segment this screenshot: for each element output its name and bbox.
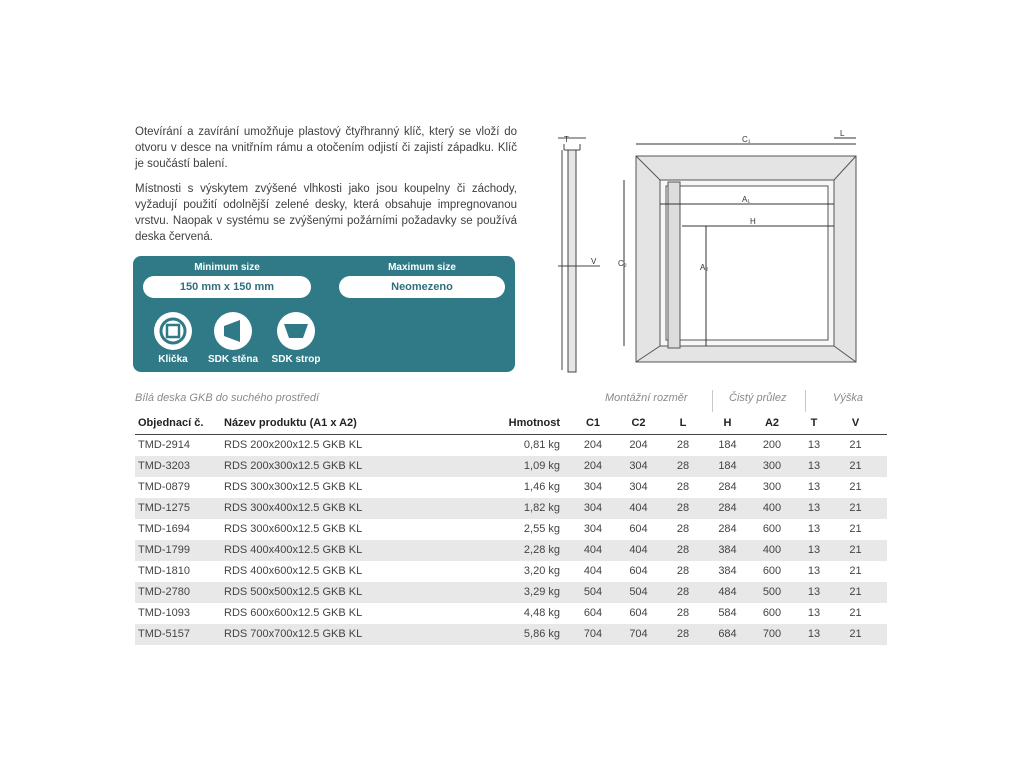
table-cell: TMD-0879 xyxy=(138,481,190,493)
table-cell: 1,82 kg xyxy=(523,502,560,514)
table-cell: 300 xyxy=(762,481,782,493)
table-cell: 684 xyxy=(718,628,737,640)
table-row xyxy=(135,435,887,456)
icon-caption-sdk-strop: SDK strop xyxy=(271,354,321,365)
col-header: A2 xyxy=(764,417,780,429)
col-header: C2 xyxy=(631,417,646,429)
table-body xyxy=(135,435,887,645)
table-header xyxy=(135,412,887,435)
table-cell: 200 xyxy=(762,439,782,451)
table-cell: 400 xyxy=(762,544,782,556)
table-caption: Bílá deska GKB do suchého prostředí xyxy=(135,392,320,404)
table-row xyxy=(135,498,887,519)
table-cell: 13 xyxy=(807,481,821,493)
table-cell: TMD-1275 xyxy=(138,502,190,514)
col-header: H xyxy=(723,417,732,429)
table-cell: 400 xyxy=(762,502,782,514)
table-cell: 484 xyxy=(718,586,737,598)
table-cell: 604 xyxy=(629,565,648,577)
table-cell: 704 xyxy=(629,628,648,640)
table-cell: 404 xyxy=(629,502,648,514)
table-cell: 504 xyxy=(583,586,603,598)
table-cell: 304 xyxy=(629,460,648,472)
table-cell: 21 xyxy=(849,607,862,619)
group-montazni-rozmer: Montážní rozměr xyxy=(605,392,688,404)
table-cell: 21 xyxy=(849,628,862,640)
col-header: L xyxy=(679,417,687,429)
table-cell: RDS 300x300x12.5 GKB KL xyxy=(224,481,363,493)
table-cell: 13 xyxy=(807,439,821,451)
table-row xyxy=(135,624,887,645)
table-cell: 3,29 kg xyxy=(523,586,560,598)
table-row xyxy=(135,561,887,582)
label-h: H xyxy=(750,217,756,226)
table-cell: 404 xyxy=(629,544,648,556)
table-cell: TMD-1799 xyxy=(138,544,190,556)
table-cell: 300 xyxy=(762,460,782,472)
table-cell: 28 xyxy=(676,586,690,598)
intro-text xyxy=(135,124,517,254)
table-cell: 5,86 kg xyxy=(523,628,560,640)
table-cell: TMD-1810 xyxy=(138,565,190,577)
table-cell: 604 xyxy=(629,607,648,619)
group-cisty-prulez: Čistý průlez xyxy=(729,392,787,404)
table-cell: RDS 600x600x12.5 GKB KL xyxy=(224,607,363,619)
table-cell: TMD-5157 xyxy=(138,628,190,640)
table-cell: 13 xyxy=(807,460,821,472)
table-cell: 28 xyxy=(676,502,690,514)
table-cell: 384 xyxy=(718,544,737,556)
table-cell: 284 xyxy=(718,502,737,514)
table-cell: TMD-1694 xyxy=(138,523,190,535)
table-cell: TMD-3203 xyxy=(138,460,190,472)
table-cell: RDS 300x600x12.5 GKB KL xyxy=(224,523,363,535)
table-cell: 304 xyxy=(583,481,603,493)
wall-icon xyxy=(214,312,252,350)
table-cell: 204 xyxy=(583,460,603,472)
table-cell: 404 xyxy=(583,565,603,577)
table-cell: 700 xyxy=(762,628,782,640)
label-c2: C₂ xyxy=(618,259,627,268)
table-cell: 600 xyxy=(762,607,782,619)
min-size-label: Minimum size xyxy=(194,262,260,273)
label-t: T xyxy=(564,135,569,144)
table-cell: 1,09 kg xyxy=(523,460,560,472)
table-cell: RDS 400x400x12.5 GKB KL xyxy=(224,544,363,556)
table-cell: 604 xyxy=(583,607,603,619)
table-row xyxy=(135,603,887,624)
table-cell: RDS 700x700x12.5 GKB KL xyxy=(224,628,363,640)
table-cell: 3,20 kg xyxy=(523,565,560,577)
table-cell: RDS 400x600x12.5 GKB KL xyxy=(224,565,363,577)
table-cell: 204 xyxy=(629,439,648,451)
table-cell: 600 xyxy=(762,565,782,577)
table-cell: 284 xyxy=(718,523,737,535)
col-header: C1 xyxy=(585,417,601,429)
table-cell: 21 xyxy=(849,439,862,451)
table-cell: 4,48 kg xyxy=(523,607,560,619)
label-a1: A₁ xyxy=(742,195,751,204)
table-cell: 304 xyxy=(583,502,603,514)
table-cell: 500 xyxy=(762,586,782,598)
table-cell: RDS 300x400x12.5 GKB KL xyxy=(224,502,363,514)
max-size-label: Maximum size xyxy=(388,262,456,273)
table-cell: TMD-1093 xyxy=(138,607,190,619)
table-cell: 28 xyxy=(676,523,690,535)
table-cell: 13 xyxy=(807,565,821,577)
table-cell: 28 xyxy=(676,460,690,472)
table-cell: 21 xyxy=(849,586,862,598)
col-header: V xyxy=(851,417,860,429)
ceiling-icon xyxy=(277,312,315,350)
product-table xyxy=(135,390,887,645)
table-cell: RDS 500x500x12.5 GKB KL xyxy=(224,586,363,598)
col-header: Objednací č. xyxy=(138,417,204,429)
label-a2: A₂ xyxy=(700,263,709,272)
table-row xyxy=(135,540,887,561)
table-cell: 584 xyxy=(718,607,737,619)
table-cell: RDS 200x300x12.5 GKB KL xyxy=(224,460,363,472)
table-cell: 13 xyxy=(807,523,821,535)
table-row xyxy=(135,519,887,540)
col-header: Hmotnost xyxy=(508,417,560,429)
col-header: T xyxy=(810,417,818,429)
table-cell: 13 xyxy=(807,607,821,619)
table-cell: 304 xyxy=(629,481,648,493)
table-cell: 504 xyxy=(629,586,648,598)
table-group-header xyxy=(135,390,887,412)
table-cell: 21 xyxy=(849,481,862,493)
table-cell: 21 xyxy=(849,523,862,535)
table-cell: 0,81 kg xyxy=(523,439,560,451)
table-cell: 284 xyxy=(718,481,737,493)
side-profile xyxy=(558,138,600,372)
table-cell: 28 xyxy=(676,628,690,640)
table-cell: 28 xyxy=(676,439,690,451)
table-cell: 13 xyxy=(807,628,821,640)
size-panel xyxy=(133,256,515,372)
table-cell: 600 xyxy=(762,523,782,535)
table-cell: 28 xyxy=(676,607,690,619)
table-cell: 184 xyxy=(718,439,737,451)
table-cell: 404 xyxy=(583,544,603,556)
front-view xyxy=(636,156,856,362)
table-cell: 2,28 kg xyxy=(523,544,560,556)
table-cell: 21 xyxy=(849,544,862,556)
table-row xyxy=(135,582,887,603)
table-cell: 28 xyxy=(676,544,690,556)
group-vyska: Výška xyxy=(833,392,863,404)
table-cell: 21 xyxy=(849,502,862,514)
table-cell: 28 xyxy=(676,481,690,493)
col-header: Název produktu (A1 x A2) xyxy=(224,417,357,429)
table-cell: 604 xyxy=(629,523,648,535)
max-size-value: Neomezeno xyxy=(339,276,505,298)
table-cell: 1,46 kg xyxy=(523,481,560,493)
technical-drawing xyxy=(540,130,870,375)
table-cell: 21 xyxy=(849,565,862,577)
table-cell: 2,55 kg xyxy=(523,523,560,535)
table-cell: 704 xyxy=(583,628,603,640)
table-cell: 304 xyxy=(583,523,603,535)
table-cell: 13 xyxy=(807,502,821,514)
table-cell: 13 xyxy=(807,586,821,598)
label-v: V xyxy=(591,257,597,266)
table-cell: 28 xyxy=(676,565,690,577)
table-cell: RDS 200x200x12.5 GKB KL xyxy=(224,439,363,451)
table-cell: TMD-2914 xyxy=(138,439,190,451)
icon-caption-klicka: Klička xyxy=(158,354,188,365)
icon-caption-sdk-stena: SDK stěna xyxy=(207,354,258,365)
table-cell: 204 xyxy=(583,439,603,451)
min-size-value: 150 mm x 150 mm xyxy=(143,276,311,298)
intro-paragraph-1: Otevírání a zavírání umožňuje plastový čtyřhranný klíč, který se vloží do otvoru v desce na vnitřním rámu a otočením odjistí či zajistí západku. Klíč je součástí balení. xyxy=(135,126,517,170)
table-cell: 384 xyxy=(718,565,737,577)
table-row xyxy=(135,477,887,498)
table-cell: 184 xyxy=(718,460,737,472)
label-l: L xyxy=(840,130,845,138)
table-cell: 21 xyxy=(849,460,862,472)
table-cell: 13 xyxy=(807,544,821,556)
table-cell: TMD-2780 xyxy=(138,586,190,598)
key-socket-icon xyxy=(154,312,192,350)
table-row xyxy=(135,456,887,477)
label-c1: C₁ xyxy=(742,135,751,144)
intro-paragraph-2: Místnosti s výskytem zvýšené vlhkosti jako jsou koupelny či záchody, vyžadují použití odolnější zelené desky, která obsahuje impregnovanou vrstvu. Naopak v systému se zvýšenými požárními požadavky se používá deska červená. xyxy=(135,183,517,243)
